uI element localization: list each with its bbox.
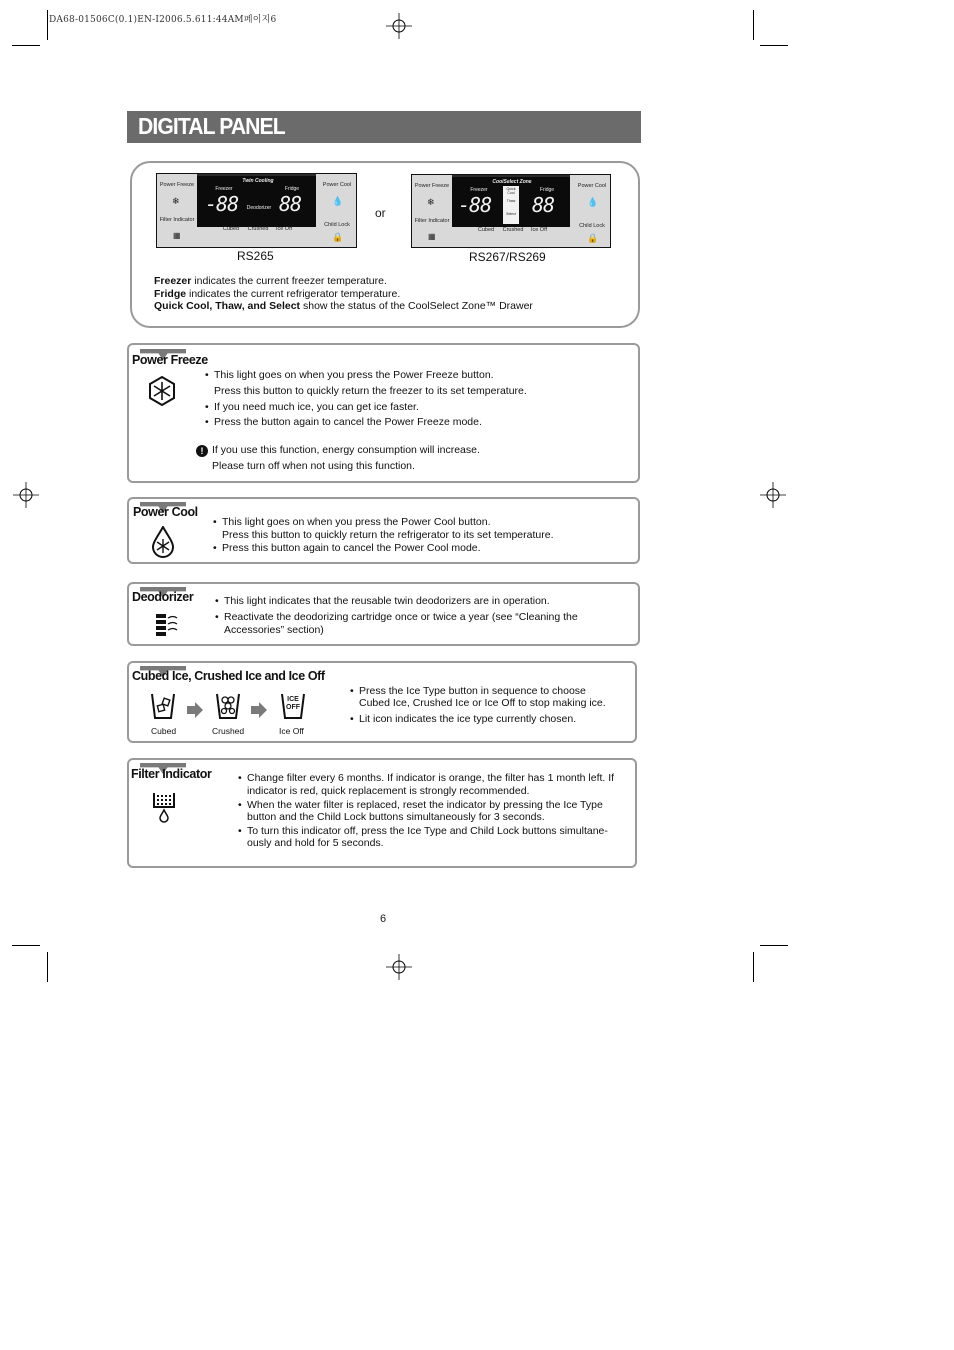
ice-type-heading: Cubed Ice, Crushed Ice and Ice Off xyxy=(132,669,325,683)
list-item: • Reactivate the deodorizing cartridge once or twice a year (see “Cleaning the xyxy=(215,611,578,623)
power-cool-label: Power Cool xyxy=(322,182,352,188)
registration-mark-icon xyxy=(386,954,412,980)
list-item: • This light indicates that the reusable twin deodorizers are in operation. xyxy=(215,595,550,607)
crushed-label: Crushed xyxy=(247,226,269,232)
list-item: Accessories” section) xyxy=(224,624,324,636)
list-item: • Press the button again to cancel the Power Freeze mode. xyxy=(205,416,482,428)
power-freeze-icon xyxy=(148,376,176,406)
rs265-model-label: RS265 xyxy=(237,249,274,263)
list-item: • Change filter every 6 months. If indicator is orange, the filter has 1 month left. If xyxy=(238,772,615,784)
cubed-label: Cubed xyxy=(151,726,177,736)
or-label: or xyxy=(375,206,386,220)
crop-mark xyxy=(760,945,788,946)
freezer-label: Freezer xyxy=(470,187,488,193)
page-number: 6 xyxy=(380,913,387,925)
warning-icon: ! xyxy=(196,445,208,457)
list-item: Press this button to quickly return the freezer to its set temperature. xyxy=(214,385,527,397)
snowflake-icon[interactable]: ❄ xyxy=(427,197,435,207)
power-freeze-label: Power Freeze xyxy=(414,183,450,189)
list-item: • This light goes on when you press the Power Freeze button. xyxy=(205,369,494,381)
registration-mark-icon xyxy=(13,482,39,508)
ice-off-icon-text: ICE OFF xyxy=(286,696,300,711)
cubed-ice-icon xyxy=(150,692,176,720)
desc-line-fridge: Fridge indicates the current refrigerator temperature. xyxy=(154,288,401,300)
power-cool-icon xyxy=(151,526,175,558)
crushed-ice-icon xyxy=(215,692,241,720)
power-freeze-note-1: If you use this function, energy consumption will increase. xyxy=(212,444,480,456)
crop-mark xyxy=(753,10,754,40)
list-item: Cubed Ice, Crushed Ice or Ice Off to stop making ice. xyxy=(359,697,606,709)
coolselect-zone-buttons xyxy=(503,186,519,224)
list-item: • When the water filter is replaced, reset the indicator by pressing the Ice Type xyxy=(238,799,603,811)
ice-off-label: Ice Off xyxy=(530,227,548,233)
filter-icon[interactable]: ▦ xyxy=(173,231,181,240)
filter-indicator-icon xyxy=(152,791,176,823)
crushed-label: Crushed xyxy=(212,726,245,736)
twin-cooling-heading: Twin Cooling xyxy=(242,178,274,184)
crop-mark xyxy=(12,45,40,46)
crop-mark xyxy=(47,10,48,40)
droplet-icon[interactable]: 💧 xyxy=(587,197,599,207)
list-item: ously and hold for 5 seconds. xyxy=(247,837,384,849)
quick-cool-label[interactable]: Quick Cool xyxy=(506,187,516,195)
snowflake-icon[interactable]: ❄ xyxy=(172,196,180,206)
desc-line-freezer: Freezer indicates the current freezer temperature. xyxy=(154,275,387,287)
select-label[interactable]: Select xyxy=(506,212,516,216)
freezer-label: Freezer xyxy=(215,186,233,192)
page-title-bar xyxy=(127,111,641,143)
rs267-model-label: RS267/RS269 xyxy=(469,250,546,264)
thaw-label[interactable]: Thaw xyxy=(506,199,516,203)
rs267-panel xyxy=(411,174,611,248)
deodorizer-heading: Deodorizer xyxy=(132,590,194,604)
crop-mark xyxy=(47,952,48,982)
coolselect-zone-heading: CoolSelect Zone xyxy=(492,179,532,185)
fridge-display: 88 xyxy=(279,192,302,216)
filter-icon[interactable]: ▦ xyxy=(428,232,436,241)
list-item: • Press this button again to cancel the Power Cool mode. xyxy=(213,542,481,554)
list-item: • If you need much ice, you can get ice faster. xyxy=(205,401,419,413)
power-freeze-heading: Power Freeze xyxy=(132,353,208,367)
cubed-label: Cubed xyxy=(222,226,240,232)
filter-indicator-heading: Filter Indicator xyxy=(131,767,212,781)
list-item: Press this button to quickly return the refrigerator to its set temperature. xyxy=(222,529,554,541)
fridge-display: 88 xyxy=(532,193,555,217)
lock-icon[interactable]: 🔒 xyxy=(587,233,599,243)
registration-mark-icon xyxy=(386,13,412,39)
filter-indicator-label: Filter Indicator xyxy=(414,218,450,224)
crop-mark xyxy=(753,952,754,982)
desc-line-coolselect: Quick Cool, Thaw, and Select show the status of the CoolSelect Zone™ Drawer xyxy=(154,300,533,312)
list-item: indicator is red, quick replacement is strongly recommended. xyxy=(247,785,530,797)
child-lock-label: Child Lock xyxy=(579,223,605,229)
rs265-panel xyxy=(156,173,357,248)
power-cool-heading: Power Cool xyxy=(133,505,198,519)
fridge-label: Fridge xyxy=(284,186,300,192)
arrow-right-icon xyxy=(251,702,267,718)
power-freeze-note-2: Please turn off when not using this function. xyxy=(212,460,415,472)
crop-mark xyxy=(760,45,788,46)
print-header: DA68-01506C(0.1)EN-I2006.5.611:44AM페이지6 xyxy=(49,15,277,25)
list-item: • To turn this indicator off, press the Ice Type and Child Lock buttons simultane- xyxy=(238,825,608,837)
lock-icon[interactable]: 🔒 xyxy=(332,232,344,242)
power-cool-label: Power Cool xyxy=(577,183,607,189)
list-item: • Lit icon indicates the ice type currently chosen. xyxy=(350,713,577,725)
arrow-right-icon xyxy=(187,702,203,718)
freezer-display: -88 xyxy=(458,193,492,217)
crushed-label: Crushed xyxy=(502,227,524,233)
freezer-display: -88 xyxy=(205,192,239,216)
cubed-label: Cubed xyxy=(477,227,495,233)
crop-mark xyxy=(12,945,40,946)
ice-off-label: Ice Off xyxy=(279,726,304,736)
deodorizer-label: Deodorizer xyxy=(246,205,272,211)
registration-mark-icon xyxy=(760,482,786,508)
list-item: • Press the Ice Type button in sequence to choose xyxy=(350,685,586,697)
deodorizer-icon xyxy=(155,612,181,638)
child-lock-label: Child Lock xyxy=(324,222,350,228)
list-item: button and the Child Lock buttons simultaneously for 3 seconds. xyxy=(247,811,545,823)
page-title: DIGITAL PANEL xyxy=(138,113,285,139)
ice-off-label: Ice Off xyxy=(275,226,293,232)
fridge-label: Fridge xyxy=(539,187,555,193)
filter-indicator-label: Filter Indicator xyxy=(159,217,195,223)
power-freeze-label: Power Freeze xyxy=(159,182,195,188)
droplet-icon[interactable]: 💧 xyxy=(332,196,344,206)
list-item: • This light goes on when you press the Power Cool button. xyxy=(213,516,491,528)
